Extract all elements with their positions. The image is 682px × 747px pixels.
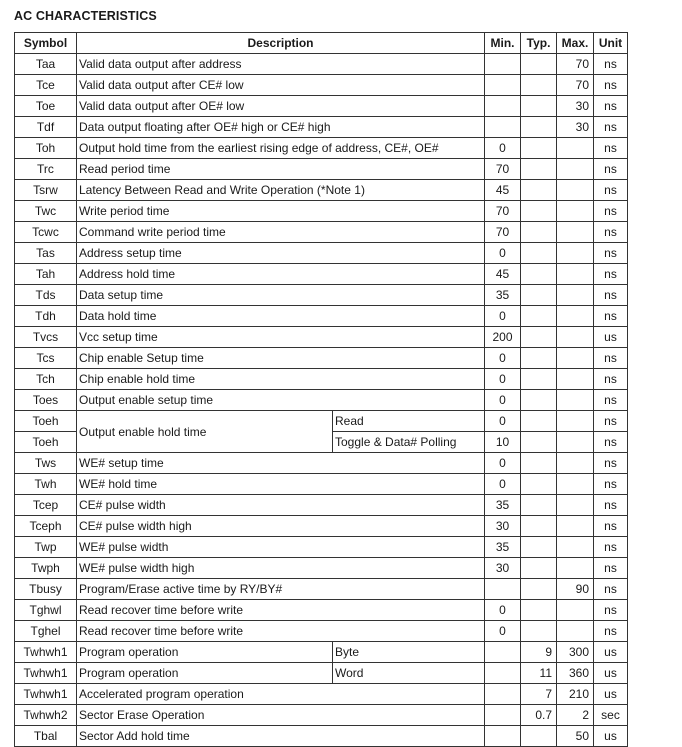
typ-cell xyxy=(521,327,557,348)
typ-cell: 0.7 xyxy=(521,705,557,726)
max-cell xyxy=(557,243,594,264)
symbol-cell: Tceph xyxy=(15,516,77,537)
max-cell xyxy=(557,201,594,222)
max-cell xyxy=(557,306,594,327)
description-cell: Data hold time xyxy=(77,306,485,327)
min-cell: 0 xyxy=(485,390,521,411)
typ-cell xyxy=(521,600,557,621)
table-row xyxy=(15,474,628,495)
description-cell: Program/Erase active time by RY/BY# xyxy=(77,579,485,600)
symbol-cell: Tcwc xyxy=(15,222,77,243)
symbol-cell: Twph xyxy=(15,558,77,579)
typ-cell xyxy=(521,264,557,285)
symbol-cell: Tce xyxy=(15,75,77,96)
symbol-cell: Twhwh1 xyxy=(15,684,77,705)
unit-cell: us xyxy=(594,663,628,684)
typ-cell xyxy=(521,96,557,117)
symbol-cell: Tsrw xyxy=(15,180,77,201)
min-cell xyxy=(485,96,521,117)
table-row xyxy=(15,264,628,285)
description-cell: Chip enable hold time xyxy=(77,369,485,390)
min-cell xyxy=(485,75,521,96)
max-cell xyxy=(557,348,594,369)
symbol-cell: Toeh xyxy=(15,432,77,453)
min-cell: 45 xyxy=(485,264,521,285)
table-row xyxy=(15,327,628,348)
description-cell: CE# pulse width high xyxy=(77,516,485,537)
min-cell: 0 xyxy=(485,243,521,264)
typ-cell xyxy=(521,75,557,96)
description-cell: Sector Add hold time xyxy=(77,726,485,747)
symbol-cell: Tas xyxy=(15,243,77,264)
typ-cell xyxy=(521,726,557,747)
unit-cell: ns xyxy=(594,285,628,306)
min-cell xyxy=(485,54,521,75)
unit-cell: ns xyxy=(594,348,628,369)
table-row xyxy=(15,558,628,579)
typ-cell xyxy=(521,516,557,537)
max-cell: 90 xyxy=(557,579,594,600)
table-row xyxy=(15,705,628,726)
condition-cell: Toggle & Data# Polling xyxy=(333,432,485,453)
unit-cell: ns xyxy=(594,159,628,180)
typ-cell xyxy=(521,138,557,159)
table-row xyxy=(15,600,628,621)
symbol-cell: Tch xyxy=(15,369,77,390)
description-cell: Read recover time before write xyxy=(77,600,485,621)
max-cell: 2 xyxy=(557,705,594,726)
symbol-cell: Toes xyxy=(15,390,77,411)
symbol-cell: Twh xyxy=(15,474,77,495)
unit-cell: ns xyxy=(594,600,628,621)
unit-cell: ns xyxy=(594,537,628,558)
symbol-cell: Tghel xyxy=(15,621,77,642)
typ-cell: 11 xyxy=(521,663,557,684)
unit-cell: ns xyxy=(594,243,628,264)
typ-cell xyxy=(521,348,557,369)
max-cell xyxy=(557,495,594,516)
description-cell: Write period time xyxy=(77,201,485,222)
typ-cell xyxy=(521,180,557,201)
min-cell xyxy=(485,579,521,600)
min-cell: 70 xyxy=(485,201,521,222)
max-cell xyxy=(557,537,594,558)
table-row xyxy=(15,348,628,369)
typ-cell xyxy=(521,243,557,264)
symbol-cell: Twhwh1 xyxy=(15,663,77,684)
typ-cell xyxy=(521,453,557,474)
max-cell xyxy=(557,264,594,285)
min-cell: 45 xyxy=(485,180,521,201)
max-cell xyxy=(557,159,594,180)
description-cell: Read recover time before write xyxy=(77,621,485,642)
max-cell xyxy=(557,411,594,432)
unit-cell: ns xyxy=(594,54,628,75)
min-cell xyxy=(485,642,521,663)
min-cell xyxy=(485,684,521,705)
min-cell: 0 xyxy=(485,306,521,327)
unit-cell: ns xyxy=(594,180,628,201)
table-row xyxy=(15,579,628,600)
symbol-cell: Tcs xyxy=(15,348,77,369)
max-cell xyxy=(557,621,594,642)
typ-cell xyxy=(521,558,557,579)
table-row xyxy=(15,537,628,558)
max-cell: 50 xyxy=(557,726,594,747)
table-row xyxy=(15,390,628,411)
table-row xyxy=(15,726,628,747)
min-cell: 10 xyxy=(485,432,521,453)
min-cell: 35 xyxy=(485,537,521,558)
unit-cell: ns xyxy=(594,411,628,432)
max-cell xyxy=(557,600,594,621)
symbol-cell: Twhwh2 xyxy=(15,705,77,726)
description-cell: Accelerated program operation xyxy=(77,684,485,705)
min-cell: 0 xyxy=(485,369,521,390)
symbol-cell: Tah xyxy=(15,264,77,285)
max-cell xyxy=(557,285,594,306)
condition-cell: Read xyxy=(333,411,485,432)
max-cell xyxy=(557,516,594,537)
min-cell: 70 xyxy=(485,222,521,243)
table-row xyxy=(15,516,628,537)
unit-cell: us xyxy=(594,327,628,348)
unit-cell: ns xyxy=(594,453,628,474)
unit-cell: ns xyxy=(594,117,628,138)
symbol-cell: Tbusy xyxy=(15,579,77,600)
min-cell: 0 xyxy=(485,453,521,474)
unit-cell: ns xyxy=(594,516,628,537)
header-unit: Unit xyxy=(594,33,628,54)
unit-cell: ns xyxy=(594,369,628,390)
unit-cell: ns xyxy=(594,264,628,285)
min-cell: 35 xyxy=(485,495,521,516)
description-cell: Program operation xyxy=(77,642,333,663)
max-cell xyxy=(557,180,594,201)
table-row xyxy=(15,285,628,306)
table-row xyxy=(15,369,628,390)
typ-cell xyxy=(521,579,557,600)
symbol-cell: Tvcs xyxy=(15,327,77,348)
unit-cell: ns xyxy=(594,621,628,642)
typ-cell xyxy=(521,432,557,453)
max-cell xyxy=(557,453,594,474)
description-cell: Data setup time xyxy=(77,285,485,306)
symbol-cell: Twhwh1 xyxy=(15,642,77,663)
table-row xyxy=(15,663,628,684)
unit-cell: ns xyxy=(594,579,628,600)
ac-characteristics-table xyxy=(14,32,628,747)
description-cell: Latency Between Read and Write Operation (*Note 1) xyxy=(77,180,485,201)
min-cell: 30 xyxy=(485,516,521,537)
min-cell: 0 xyxy=(485,621,521,642)
max-cell: 210 xyxy=(557,684,594,705)
symbol-cell: Taa xyxy=(15,54,77,75)
typ-cell xyxy=(521,222,557,243)
max-cell: 360 xyxy=(557,663,594,684)
condition-cell: Word xyxy=(333,663,485,684)
min-cell: 35 xyxy=(485,285,521,306)
typ-cell: 7 xyxy=(521,684,557,705)
min-cell: 0 xyxy=(485,348,521,369)
description-cell: Data output floating after OE# high or CE# high xyxy=(77,117,485,138)
max-cell: 30 xyxy=(557,96,594,117)
table-row xyxy=(15,306,628,327)
section-title: AC CHARACTERISTICS xyxy=(14,9,157,23)
max-cell: 30 xyxy=(557,117,594,138)
symbol-cell: Trc xyxy=(15,159,77,180)
unit-cell: ns xyxy=(594,201,628,222)
typ-cell xyxy=(521,201,557,222)
header-min: Min. xyxy=(485,33,521,54)
table-row xyxy=(15,117,628,138)
max-cell xyxy=(557,327,594,348)
typ-cell xyxy=(521,117,557,138)
description-cell: CE# pulse width xyxy=(77,495,485,516)
typ-cell xyxy=(521,411,557,432)
description-cell: WE# setup time xyxy=(77,453,485,474)
table-row xyxy=(15,75,628,96)
min-cell: 200 xyxy=(485,327,521,348)
min-cell: 70 xyxy=(485,159,521,180)
description-cell: Output enable setup time xyxy=(77,390,485,411)
typ-cell xyxy=(521,54,557,75)
max-cell xyxy=(557,369,594,390)
unit-cell: ns xyxy=(594,474,628,495)
max-cell xyxy=(557,474,594,495)
min-cell xyxy=(485,726,521,747)
description-cell: Command write period time xyxy=(77,222,485,243)
table-row xyxy=(15,138,628,159)
max-cell xyxy=(557,390,594,411)
max-cell: 70 xyxy=(557,75,594,96)
symbol-cell: Twc xyxy=(15,201,77,222)
max-cell xyxy=(557,432,594,453)
symbol-cell: Tbal xyxy=(15,726,77,747)
typ-cell xyxy=(521,495,557,516)
typ-cell xyxy=(521,306,557,327)
typ-cell xyxy=(521,369,557,390)
unit-cell: us xyxy=(594,642,628,663)
typ-cell xyxy=(521,159,557,180)
symbol-cell: Toeh xyxy=(15,411,77,432)
unit-cell: us xyxy=(594,726,628,747)
header-description: Description xyxy=(77,33,485,54)
min-cell: 0 xyxy=(485,138,521,159)
header-max: Max. xyxy=(557,33,594,54)
table-row xyxy=(15,222,628,243)
min-cell: 30 xyxy=(485,558,521,579)
header-symbol: Symbol xyxy=(15,33,77,54)
description-cell: Program operation xyxy=(77,663,333,684)
unit-cell: ns xyxy=(594,75,628,96)
unit-cell: ns xyxy=(594,96,628,117)
description-cell: Output enable hold time xyxy=(77,411,333,453)
max-cell: 300 xyxy=(557,642,594,663)
description-cell: Valid data output after address xyxy=(77,54,485,75)
table-row xyxy=(15,243,628,264)
description-cell: WE# pulse width xyxy=(77,537,485,558)
unit-cell: ns xyxy=(594,138,628,159)
unit-cell: ns xyxy=(594,558,628,579)
typ-cell xyxy=(521,390,557,411)
min-cell: 0 xyxy=(485,411,521,432)
unit-cell: ns xyxy=(594,306,628,327)
min-cell: 0 xyxy=(485,474,521,495)
description-cell: Sector Erase Operation xyxy=(77,705,485,726)
symbol-cell: Tds xyxy=(15,285,77,306)
description-cell: Address hold time xyxy=(77,264,485,285)
table-row xyxy=(15,453,628,474)
description-cell: Vcc setup time xyxy=(77,327,485,348)
symbol-cell: Tws xyxy=(15,453,77,474)
unit-cell: ns xyxy=(594,390,628,411)
symbol-cell: Toe xyxy=(15,96,77,117)
typ-cell xyxy=(521,621,557,642)
header-typ: Typ. xyxy=(521,33,557,54)
max-cell: 70 xyxy=(557,54,594,75)
symbol-cell: Tcep xyxy=(15,495,77,516)
header-row xyxy=(15,33,628,54)
description-cell: Address setup time xyxy=(77,243,485,264)
min-cell xyxy=(485,663,521,684)
symbol-cell: Tghwl xyxy=(15,600,77,621)
description-cell: WE# hold time xyxy=(77,474,485,495)
typ-cell: 9 xyxy=(521,642,557,663)
unit-cell: us xyxy=(594,684,628,705)
table-row xyxy=(15,201,628,222)
table-row xyxy=(15,159,628,180)
symbol-cell: Tdf xyxy=(15,117,77,138)
table-row xyxy=(15,642,628,663)
description-cell: Chip enable Setup time xyxy=(77,348,485,369)
unit-cell: ns xyxy=(594,432,628,453)
table-row xyxy=(15,96,628,117)
typ-cell xyxy=(521,537,557,558)
description-cell: Valid data output after CE# low xyxy=(77,75,485,96)
max-cell xyxy=(557,558,594,579)
unit-cell: ns xyxy=(594,495,628,516)
table-row xyxy=(15,411,628,432)
description-cell: Read period time xyxy=(77,159,485,180)
symbol-cell: Twp xyxy=(15,537,77,558)
description-cell: WE# pulse width high xyxy=(77,558,485,579)
unit-cell: sec xyxy=(594,705,628,726)
table-row xyxy=(15,621,628,642)
table-row xyxy=(15,684,628,705)
symbol-cell: Toh xyxy=(15,138,77,159)
table-row xyxy=(15,495,628,516)
typ-cell xyxy=(521,474,557,495)
table-row xyxy=(15,180,628,201)
min-cell xyxy=(485,117,521,138)
unit-cell: ns xyxy=(594,222,628,243)
description-cell: Output hold time from the earliest rising edge of address, CE#, OE# xyxy=(77,138,485,159)
symbol-cell: Tdh xyxy=(15,306,77,327)
table-row xyxy=(15,54,628,75)
typ-cell xyxy=(521,285,557,306)
description-cell: Valid data output after OE# low xyxy=(77,96,485,117)
min-cell xyxy=(485,705,521,726)
min-cell: 0 xyxy=(485,600,521,621)
max-cell xyxy=(557,222,594,243)
max-cell xyxy=(557,138,594,159)
condition-cell: Byte xyxy=(333,642,485,663)
